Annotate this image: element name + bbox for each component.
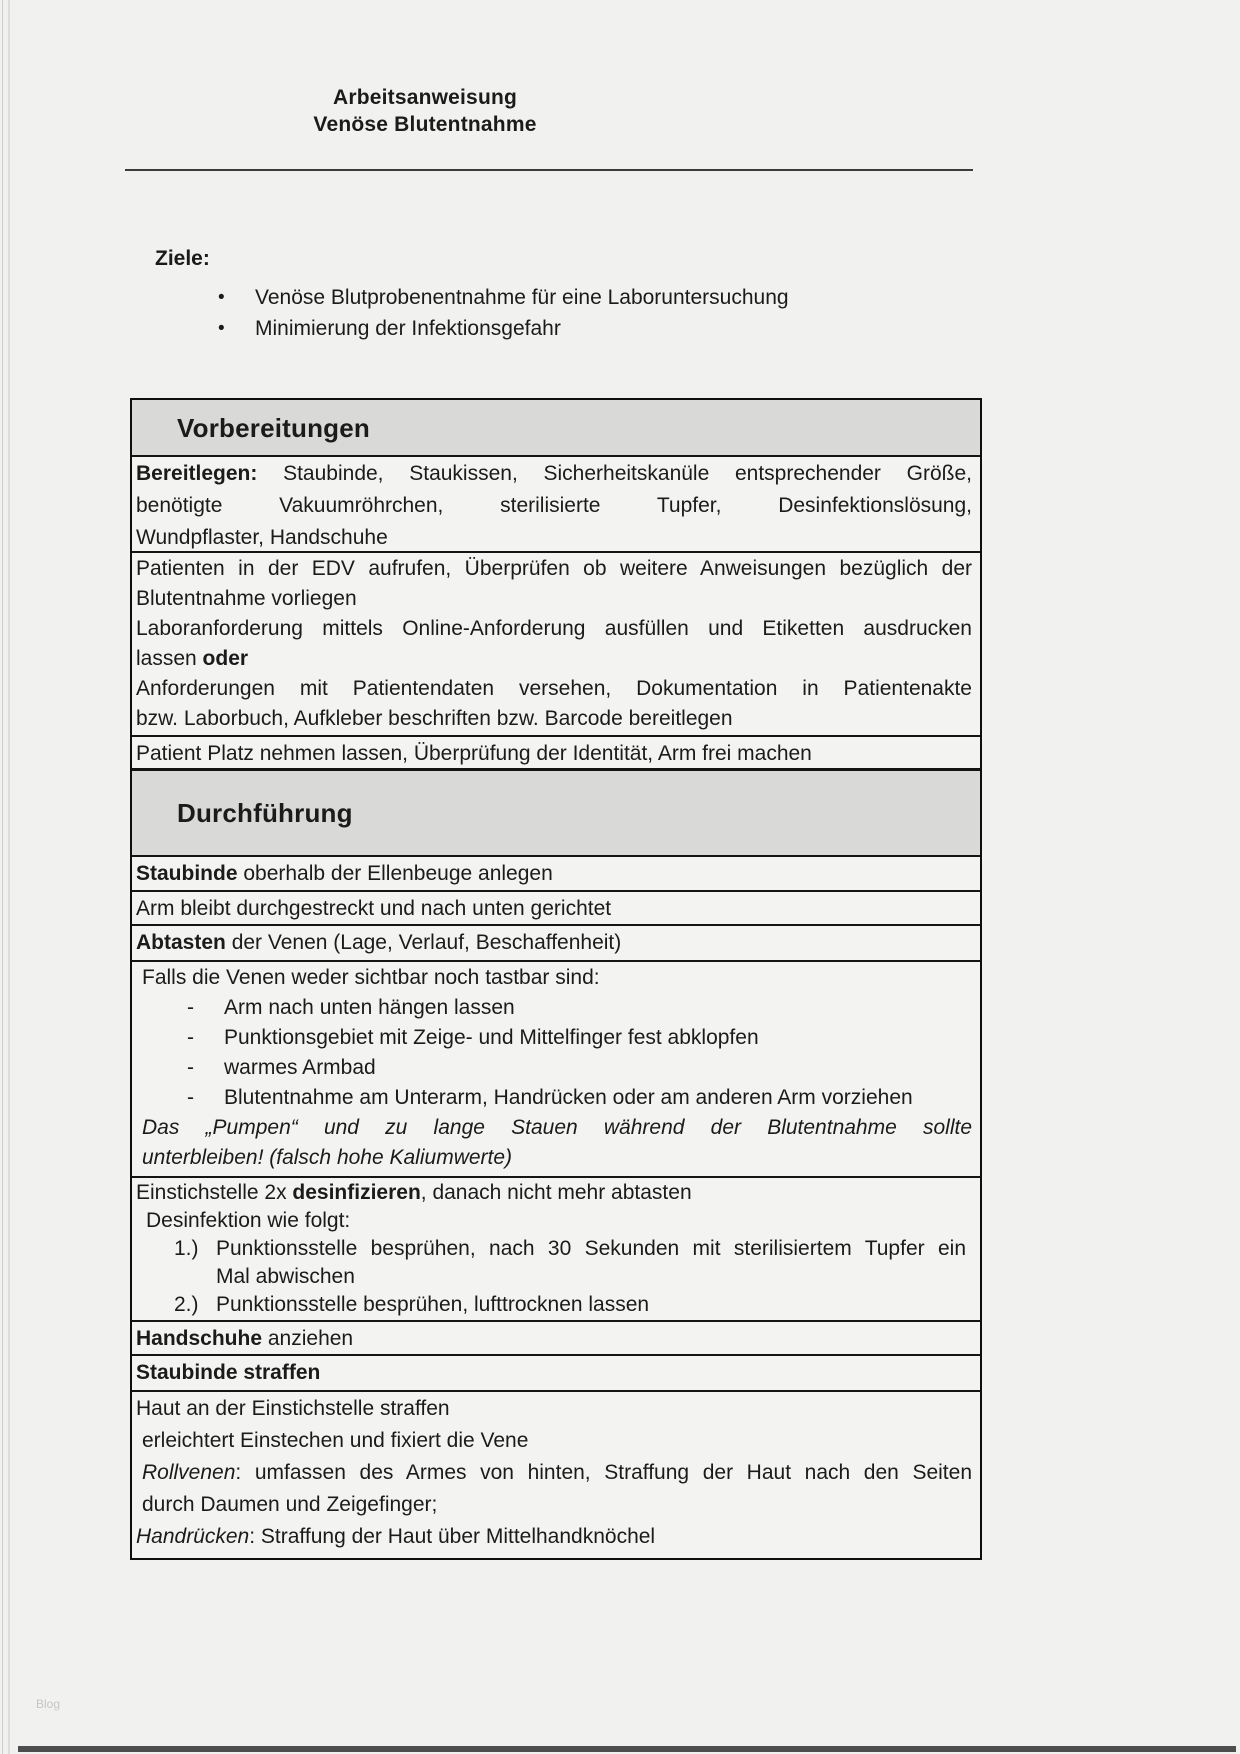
document-title [125, 84, 725, 138]
header-divider [125, 169, 973, 171]
row-lead-bold: Staubinde [136, 862, 238, 885]
haut-line: erleichtert Einstechen und fixiert die Vene [142, 1429, 529, 1452]
row-text: anziehen [262, 1327, 354, 1350]
numbered-item-text [216, 1235, 972, 1291]
table-row-patient-seat: Patient Platz nehmen lassen, Überprüfung der Identität, Arm frei machen [132, 737, 980, 771]
numbered-item-line: Punktionsstelle besprühen, nach 30 Sekunden mit sterilisiertem Tupfer ein [216, 1237, 966, 1260]
title-line-2: Venöse Blutentnahme [313, 113, 537, 136]
row-text: , danach nicht mehr abtasten [420, 1181, 692, 1204]
section-title: Vorbereitungen [177, 412, 371, 443]
section-header-durchfuehrung [132, 771, 980, 857]
scan-bottom-bar [18, 1746, 1236, 1752]
row-text: oberhalb der Ellenbeuge anlegen [237, 862, 553, 885]
table-row-handschuhe [132, 1322, 980, 1356]
numbered-item [174, 1235, 972, 1291]
edv-oder-bold: oder [202, 647, 249, 670]
goals-section [155, 247, 915, 344]
section-title: Durchführung [177, 798, 353, 828]
table-row-arm: Arm bleibt durchgestreckt und nach unten gerichtet [132, 892, 980, 926]
edv-line: Blutentnahme vorliegen [136, 587, 357, 610]
row-lead-bold: desinfizieren [292, 1181, 421, 1204]
materials-line [136, 458, 972, 490]
list-item-text: Arm nach unten hängen lassen [224, 996, 515, 1019]
goal-text: Minimierung der Infektionsgefahr [255, 317, 561, 340]
table-row-edv [132, 553, 980, 737]
edv-line [136, 644, 972, 674]
haut-line [136, 1457, 972, 1489]
desinfektion-line [136, 1179, 972, 1207]
list-item [177, 1083, 972, 1113]
dash-icon: - [187, 1086, 194, 1109]
section-header-vorbereitungen [132, 400, 980, 457]
list-item [177, 1053, 972, 1083]
haut-line: durch Daumen und Zeigefinger; [142, 1493, 438, 1516]
haut-line: Haut an der Einstichstelle straffen [136, 1397, 450, 1420]
list-item [177, 1023, 972, 1053]
scan-edge-line [8, 0, 10, 1754]
haut-line [136, 1521, 972, 1553]
materials-line: benötigte Vakuumröhrchen, sterilisierte Tupfer, Desinfektionslösung, [136, 494, 972, 517]
goal-text: Venöse Blutprobenentnahme für eine Laboruntersuchung [255, 286, 789, 309]
goals-list [155, 282, 915, 344]
edv-line: bzw. Laborbuch, Aufkleber beschriften bzw. Barcode bereitlegen [136, 707, 733, 730]
warning-note-line: unterbleiben! (falsch hohe Kaliumwerte) [142, 1146, 513, 1169]
row-lead-bold: Handschuhe [136, 1327, 263, 1350]
haut-term-italic: Handrücken [136, 1525, 250, 1548]
row-lead-bold: Abtasten [136, 931, 226, 954]
list-item [177, 993, 972, 1023]
table-row-materials [132, 457, 980, 553]
edv-line: Patienten in der EDV aufrufen, Überprüfen ob weitere Anweisungen bezüglich der [136, 557, 972, 580]
materials-lead: Bereitlegen: [136, 462, 258, 485]
desinfektion-line: Desinfektion wie folgt: [146, 1209, 351, 1232]
list-item-text: Blutentnahme am Unterarm, Handrücken oder am anderen Arm vorziehen [224, 1086, 913, 1109]
dash-icon: - [187, 1026, 194, 1049]
haut-text: : umfassen des Armes von hinten, Straffung der Haut nach den Seiten [235, 1461, 972, 1484]
edv-text: lassen [136, 647, 203, 670]
title-line-1: Arbeitsanweisung [332, 86, 518, 109]
numbered-item [174, 1291, 972, 1319]
table-row-abtasten [132, 926, 980, 962]
scan-edge-line [2, 0, 3, 1754]
row-text: der Venen (Lage, Verlauf, Beschaffenheit) [225, 931, 622, 954]
list-item-text: warmes Armbad [224, 1056, 376, 1079]
haut-text: : Straffung der Haut über Mittelhandknöchel [249, 1525, 656, 1548]
instruction-table [130, 398, 982, 1560]
materials-text: Staubinde, Staukissen, Sicherheitskanüle entsprechender Größe, [257, 462, 972, 485]
bullet-icon: • [218, 287, 225, 308]
item-number: 1.) [174, 1237, 199, 1260]
haut-term-italic: Rollvenen [142, 1461, 236, 1484]
list-item-text: Punktionsgebiet mit Zeige- und Mittelfinger fest abklopfen [224, 1026, 759, 1049]
goals-heading: Ziele: [155, 247, 210, 270]
numbered-item-text: Punktionsstelle besprühen, lufttrocknen lassen [216, 1293, 650, 1316]
goal-item [155, 313, 915, 344]
materials-line: Wundpflaster, Handschuhe [136, 526, 388, 549]
bullet-icon: • [218, 318, 225, 339]
dash-icon: - [187, 996, 194, 1019]
table-row-veins-not-found [132, 962, 980, 1178]
dash-icon: - [187, 1056, 194, 1079]
edv-line: Anforderungen mit Patientendaten versehen, Dokumentation in Patientenakte [136, 677, 972, 700]
table-row-staubinde [132, 857, 980, 892]
veins-intro: Falls die Venen weder sichtbar noch tastbar sind: [142, 966, 600, 989]
row-text: Einstichstelle 2x [136, 1181, 293, 1204]
item-number: 2.) [174, 1293, 199, 1316]
watermark-text: Blog [36, 1697, 61, 1711]
warning-note-line: Das „Pumpen“ und zu lange Stauen während der Blutentnahme sollte [142, 1116, 972, 1139]
numbered-item-line: Mal abwischen [216, 1265, 355, 1288]
table-row-staubinde-straffen: Staubinde straffen [132, 1356, 980, 1392]
goal-item [155, 282, 915, 313]
edv-line: Laboranforderung mittels Online-Anforderung ausfüllen und Etiketten ausdrucken [136, 617, 972, 640]
table-row-desinfektion [132, 1178, 980, 1322]
table-row-haut-straffen [132, 1392, 980, 1558]
